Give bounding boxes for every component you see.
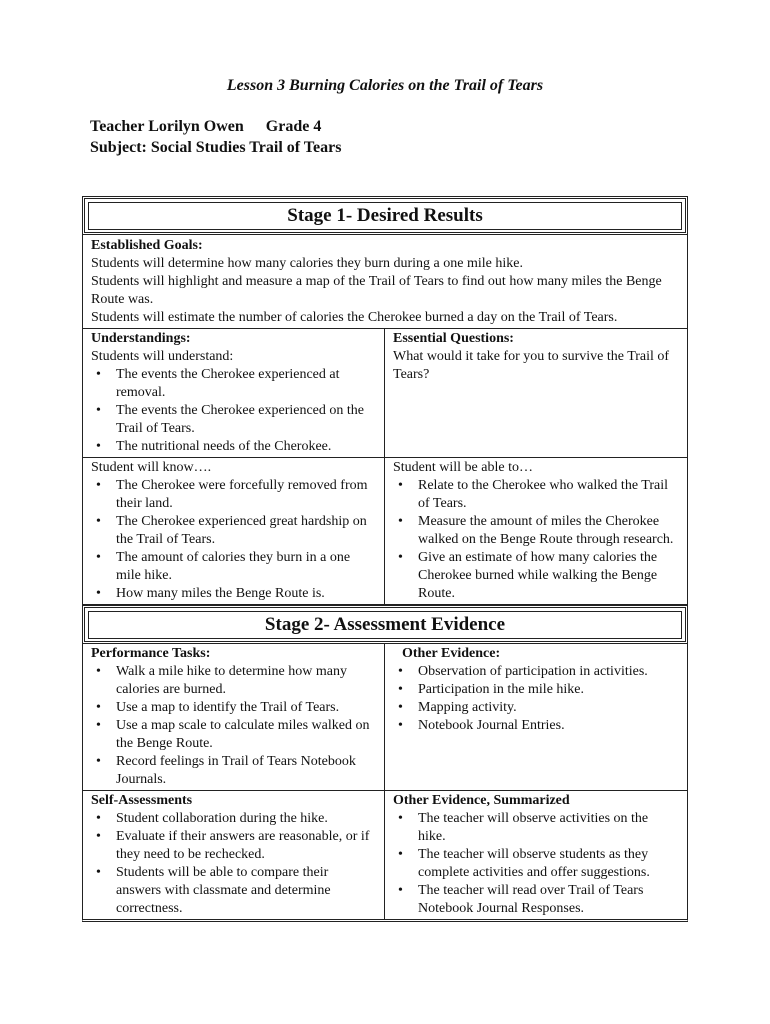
list-item: • The teacher will observe activities on the hike. bbox=[418, 810, 679, 846]
list-item: • Observation of participation in activities. bbox=[418, 663, 679, 681]
subject-line: Subject: Social Studies Trail of Tears bbox=[90, 139, 342, 156]
performance-tasks-cell bbox=[83, 644, 385, 790]
teacher-line bbox=[90, 118, 321, 136]
understandings-row bbox=[82, 329, 688, 458]
student-know-cell bbox=[83, 458, 385, 604]
student-able-cell bbox=[385, 458, 687, 604]
lesson-title: Lesson 3 Burning Calories on the Trail of Tears bbox=[226, 77, 544, 94]
list-item: • Participation in the mile hike. bbox=[418, 681, 679, 699]
goal-item: Students will estimate the number of calories the Cherokee burned a day on the Trail of Tears. bbox=[91, 310, 618, 325]
goal-item: Students will determine how many calories they burn during a one mile hike. bbox=[91, 256, 523, 271]
list-item: • Give an estimate of how many calories the Cherokee burned while walking the Benge Route. bbox=[418, 549, 679, 603]
stage2-heading: Stage 2- Assessment Evidence bbox=[88, 611, 682, 639]
performance-row bbox=[82, 644, 688, 791]
know-intro: Student will know…. bbox=[91, 460, 212, 475]
understandings-list bbox=[91, 366, 376, 456]
stage1-header bbox=[82, 196, 688, 235]
essential-question-text: What would it take for you to survive the Trail of Tears? bbox=[393, 349, 670, 382]
essential-questions-label: Essential Questions: bbox=[393, 331, 514, 346]
list-item: • How many miles the Benge Route is. bbox=[116, 585, 376, 603]
list-item: • The teacher will observe students as they complete activities and offer suggestions. bbox=[418, 846, 679, 882]
list-item: • The events the Cherokee experienced on the Trail of Tears. bbox=[116, 402, 376, 438]
list-item: • Evaluate if their answers are reasonable, or if they need to be rechecked. bbox=[116, 828, 376, 864]
established-goals bbox=[82, 235, 688, 329]
able-intro: Student will be able to… bbox=[393, 460, 533, 475]
understandings-intro: Students will understand: bbox=[91, 349, 234, 364]
other-evidence-summarized-label: Other Evidence, Summarized bbox=[393, 793, 570, 808]
list-item: • Students will be able to compare their answers with classmate and determine correctness. bbox=[116, 864, 376, 918]
list-item: • Walk a mile hike to determine how many calories are burned. bbox=[116, 663, 376, 699]
self-assessments-label: Self-Assessments bbox=[91, 793, 193, 808]
essential-questions-cell bbox=[385, 329, 687, 457]
goals-label: Established Goals: bbox=[91, 238, 203, 253]
other-evidence-cell bbox=[385, 644, 687, 790]
self-assessments-list bbox=[91, 810, 376, 918]
grade-level: Grade 4 bbox=[265, 118, 322, 135]
list-item: • Notebook Journal Entries. bbox=[418, 717, 679, 735]
understandings-label: Understandings: bbox=[91, 331, 191, 346]
list-item: • Relate to the Cherokee who walked the Trail of Tears. bbox=[418, 477, 679, 513]
list-item: • Measure the amount of miles the Cherokee walked on the Benge Route through research. bbox=[418, 513, 679, 549]
other-evidence-label: Other Evidence: bbox=[402, 646, 501, 661]
able-list bbox=[393, 477, 679, 603]
list-item: • The nutritional needs of the Cherokee. bbox=[116, 438, 376, 456]
stage1-heading: Stage 1- Desired Results bbox=[88, 202, 682, 230]
understandings-cell bbox=[83, 329, 385, 457]
know-able-row bbox=[82, 458, 688, 605]
list-item: • The teacher will read over Trail of Tears Notebook Journal Responses. bbox=[418, 882, 679, 918]
goal-item: Students will highlight and measure a map of the Trail of Tears to find out how many miles the Benge Route was. bbox=[91, 274, 662, 307]
list-item: • Use a map scale to calculate miles walked on the Benge Route. bbox=[116, 717, 376, 753]
list-item: • Record feelings in Trail of Tears Notebook Journals. bbox=[116, 753, 376, 789]
performance-tasks-list bbox=[91, 663, 376, 789]
list-item: • Student collaboration during the hike. bbox=[116, 810, 376, 828]
other-evidence-summarized-list bbox=[393, 810, 679, 918]
other-evidence-summarized-cell bbox=[385, 791, 687, 919]
list-item: • The Cherokee were forcefully removed from their land. bbox=[116, 477, 376, 513]
list-item: • Mapping activity. bbox=[418, 699, 679, 717]
stage2-header bbox=[82, 605, 688, 644]
list-item: • The Cherokee experienced great hardship on the Trail of Tears. bbox=[116, 513, 376, 549]
teacher-name: Teacher Lorilyn Owen bbox=[90, 118, 244, 135]
list-item: • Use a map to identify the Trail of Tears. bbox=[116, 699, 376, 717]
other-evidence-list bbox=[393, 663, 679, 735]
self-assessment-row bbox=[82, 791, 688, 922]
lesson-plan-table bbox=[82, 196, 688, 922]
performance-tasks-label: Performance Tasks: bbox=[91, 646, 211, 661]
list-item: • The amount of calories they burn in a one mile hike. bbox=[116, 549, 376, 585]
self-assessments-cell bbox=[83, 791, 385, 919]
list-item: • The events the Cherokee experienced at removal. bbox=[116, 366, 376, 402]
know-list bbox=[91, 477, 376, 603]
